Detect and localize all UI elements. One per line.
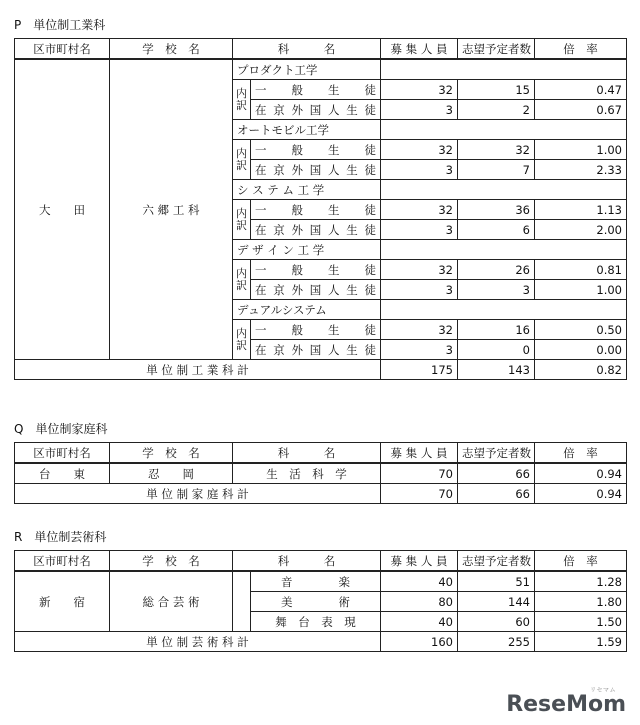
recruit-cell: 70: [381, 463, 458, 484]
district-cell: 大 田: [15, 59, 110, 360]
ratio-cell: 1.00: [535, 280, 627, 300]
total-applicants: 255: [458, 632, 535, 652]
empty-cell: [458, 180, 535, 200]
ratio-cell: 2.00: [535, 220, 627, 240]
district-cell: 新 宿: [15, 571, 110, 632]
section-q: [14, 422, 627, 504]
applicants-cell: 144: [458, 592, 535, 612]
applicants-cell: 0: [458, 340, 535, 360]
ratio-cell: 0.81: [535, 260, 627, 280]
header-recruit: 募 集 人 員: [381, 443, 458, 464]
total-label: 単 位 制 工 業 科 計: [15, 360, 381, 380]
applicants-cell: 15: [458, 80, 535, 100]
header-course: 科 名: [233, 39, 381, 60]
uchiwake-label: 内 訳: [233, 320, 251, 360]
ratio-cell: 0.00: [535, 340, 627, 360]
recruit-cell: 3: [381, 220, 458, 240]
recruit-cell: 3: [381, 100, 458, 120]
course-cell: 美 術: [251, 592, 381, 612]
table-r: [14, 550, 627, 652]
course-cell: 音 楽: [251, 571, 381, 592]
applicants-cell: 51: [458, 571, 535, 592]
ratio-cell: 1.00: [535, 140, 627, 160]
watermark-text: ReseMom: [506, 692, 626, 717]
recruit-cell: 40: [381, 612, 458, 632]
course-name: シ ス テ ム 工 学: [233, 180, 381, 200]
student-type-label: 在京外国人生徒: [251, 220, 381, 240]
student-type-label: 一 般 生 徒: [251, 200, 381, 220]
school-cell: 忍 岡: [110, 463, 233, 484]
recruit-cell: 3: [381, 280, 458, 300]
recruit-cell: 32: [381, 140, 458, 160]
total-ratio: 1.59: [535, 632, 627, 652]
recruit-cell: 32: [381, 200, 458, 220]
ratio-cell: 0.50: [535, 320, 627, 340]
header-course: 科 名: [233, 551, 381, 572]
ratio-cell: 1.13: [535, 200, 627, 220]
section-p: [14, 18, 627, 380]
header-school: 学 校 名: [110, 443, 233, 464]
applicants-cell: 60: [458, 612, 535, 632]
course-name: デュアルシステム: [233, 300, 381, 320]
total-recruit: 160: [381, 632, 458, 652]
empty-cell: [458, 120, 535, 140]
header-district: 区市町村名: [15, 39, 110, 60]
recruit-cell: 3: [381, 160, 458, 180]
applicants-cell: 16: [458, 320, 535, 340]
total-applicants: 143: [458, 360, 535, 380]
empty-cell: [381, 240, 458, 260]
student-type-label: 在京外国人生徒: [251, 340, 381, 360]
header-applicants: 志望予定者数: [458, 39, 535, 60]
applicants-cell: 2: [458, 100, 535, 120]
total-applicants: 66: [458, 484, 535, 504]
uchiwake-label: 内 訳: [233, 260, 251, 300]
recruit-cell: 32: [381, 260, 458, 280]
empty-cell: [535, 59, 627, 80]
total-row: [15, 360, 627, 380]
school-cell: 総 合 芸 術: [110, 571, 233, 632]
empty-cell: [535, 120, 627, 140]
header-row: [15, 39, 627, 60]
section-r: [14, 530, 627, 652]
total-label: 単 位 制 芸 術 科 計: [15, 632, 381, 652]
header-recruit: 募 集 人 員: [381, 39, 458, 60]
section-title: R 単位制芸術科: [14, 530, 107, 544]
table-q: [14, 442, 627, 504]
ratio-cell: 1.80: [535, 592, 627, 612]
recruit-cell: 40: [381, 571, 458, 592]
empty-cell: [381, 120, 458, 140]
student-type-label: 在京外国人生徒: [251, 160, 381, 180]
applicants-cell: 6: [458, 220, 535, 240]
ratio-cell: 0.47: [535, 80, 627, 100]
course-name: デ ザ イ ン 工 学: [233, 240, 381, 260]
watermark-small-text: リセマム: [590, 687, 616, 694]
header-recruit: 募 集 人 員: [381, 551, 458, 572]
section-title: P 単位制工業科: [14, 18, 106, 32]
student-type-label: 在京外国人生徒: [251, 280, 381, 300]
course-cell: 生 活 科 学: [233, 463, 381, 484]
empty-cell: [535, 240, 627, 260]
empty-cell: [381, 59, 458, 80]
header-course: 科 名: [233, 443, 381, 464]
student-type-label: 在京外国人生徒: [251, 100, 381, 120]
table-p: [14, 38, 627, 380]
ratio-cell: 1.50: [535, 612, 627, 632]
total-row: [15, 484, 627, 504]
applicants-cell: 7: [458, 160, 535, 180]
total-label: 単 位 制 家 庭 科 計: [15, 484, 381, 504]
recruit-cell: 80: [381, 592, 458, 612]
resemom-watermark: [506, 687, 626, 717]
student-type-label: 一 般 生 徒: [251, 140, 381, 160]
header-ratio: 倍 率: [535, 551, 627, 572]
ratio-cell: 2.33: [535, 160, 627, 180]
header-ratio: 倍 率: [535, 443, 627, 464]
uchiwake-label: 内 訳: [233, 80, 251, 120]
total-recruit: 175: [381, 360, 458, 380]
header-applicants: 志望予定者数: [458, 443, 535, 464]
empty-cell: [458, 240, 535, 260]
header-district: 区市町村名: [15, 551, 110, 572]
ratio-cell: 0.67: [535, 100, 627, 120]
applicants-cell: 66: [458, 463, 535, 484]
empty-cell: [381, 300, 458, 320]
header-school: 学 校 名: [110, 39, 233, 60]
total-recruit: 70: [381, 484, 458, 504]
applicants-cell: 32: [458, 140, 535, 160]
uchiwake-label: 内 訳: [233, 140, 251, 180]
course-cell: 舞 台 表 現: [251, 612, 381, 632]
empty-cell: [535, 300, 627, 320]
student-type-label: 一 般 生 徒: [251, 80, 381, 100]
uchiwake-label: 内 訳: [233, 200, 251, 240]
header-row: [15, 551, 627, 572]
district-cell: 台 東: [15, 463, 110, 484]
applicants-cell: 3: [458, 280, 535, 300]
course-name: プロダクト工学: [233, 59, 381, 80]
recruit-cell: 32: [381, 320, 458, 340]
empty-cell: [233, 571, 251, 632]
header-applicants: 志望予定者数: [458, 551, 535, 572]
school-cell: 六 郷 工 科: [110, 59, 233, 360]
ratio-cell: 0.94: [535, 463, 627, 484]
section-title: Q 単位制家庭科: [14, 422, 108, 436]
total-ratio: 0.82: [535, 360, 627, 380]
recruit-cell: 3: [381, 340, 458, 360]
applicants-cell: 26: [458, 260, 535, 280]
student-type-label: 一 般 生 徒: [251, 260, 381, 280]
empty-cell: [381, 180, 458, 200]
total-ratio: 0.94: [535, 484, 627, 504]
table-row: [15, 463, 627, 484]
student-type-label: 一 般 生 徒: [251, 320, 381, 340]
applicants-cell: 36: [458, 200, 535, 220]
course-row: [15, 59, 627, 80]
empty-cell: [535, 180, 627, 200]
table-row: [15, 571, 627, 592]
ratio-cell: 1.28: [535, 571, 627, 592]
header-district: 区市町村名: [15, 443, 110, 464]
header-ratio: 倍 率: [535, 39, 627, 60]
header-row: [15, 443, 627, 464]
empty-cell: [458, 59, 535, 80]
empty-cell: [458, 300, 535, 320]
total-row: [15, 632, 627, 652]
recruit-cell: 32: [381, 80, 458, 100]
header-school: 学 校 名: [110, 551, 233, 572]
course-name: オートモビル工学: [233, 120, 381, 140]
